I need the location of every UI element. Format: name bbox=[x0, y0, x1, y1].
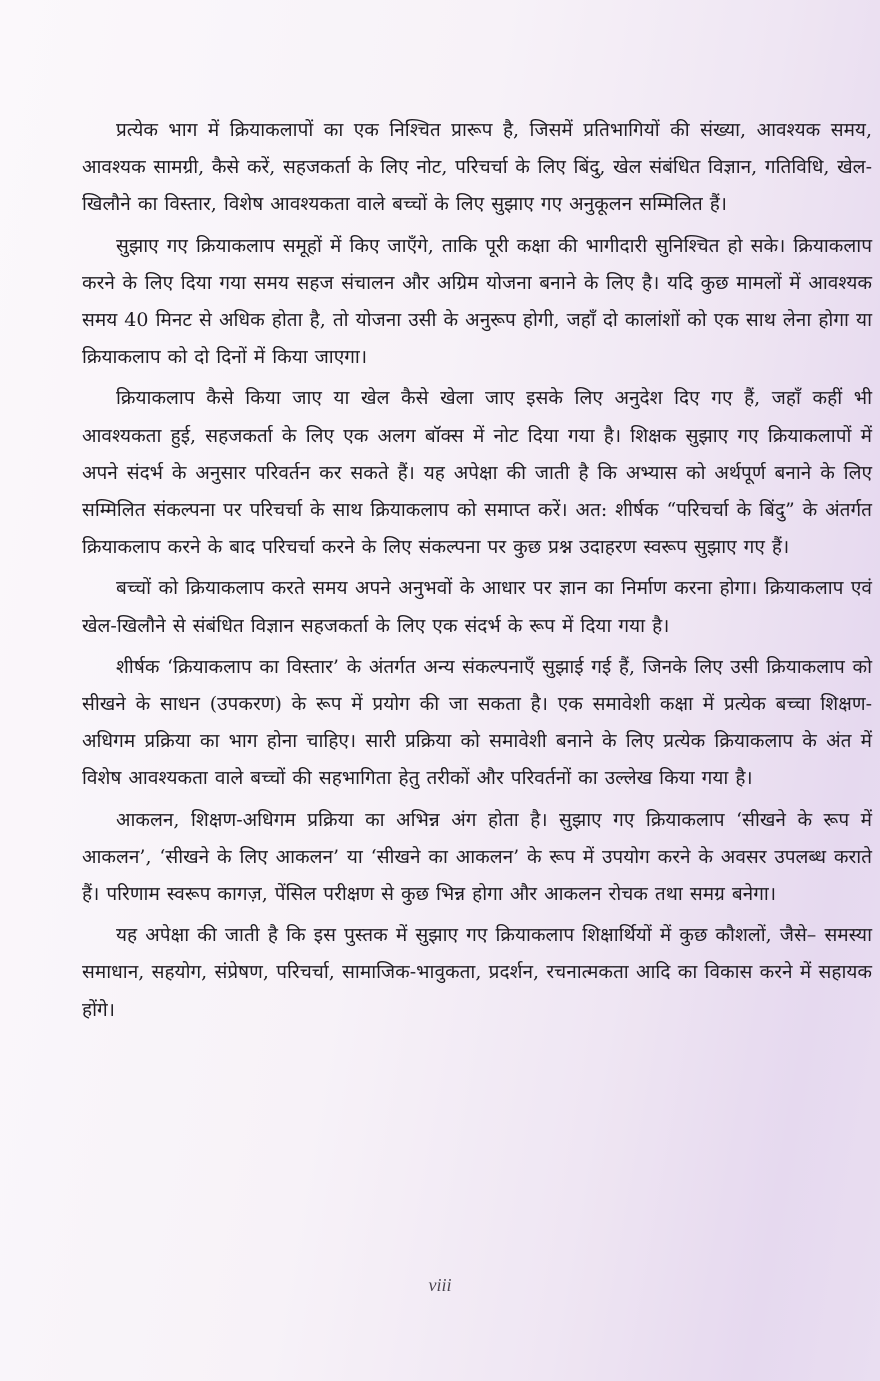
paragraph-knowledge-construction: बच्चों को क्रियाकलाप करते समय अपने अनुभवों के आधार पर ज्ञान का निर्माण करना होगा। क्रियाकलाप एवं खेल-खिलौने से संबंधित विज्ञान सहजकर्ता के लिए एक संदर्भ के रूप में दिया गया है। bbox=[82, 577, 872, 637]
paragraph-skills: यह अपेक्षा की जाती है कि इस पुस्तक में सुझाए गए क्रियाकलाप शिक्षार्थियों में कुछ कौशलों, जैसे– समस्या समाधान, सहयोग, संप्रेषण, परिचर्चा, सामाजिक-भावुकता, प्रदर्शन, रचनात्मकता आदि का विकास करने में सहायक होंगे। bbox=[82, 924, 872, 1021]
paragraph-activity-format: प्रत्येक भाग में क्रियाकलापों का एक निश्चित प्रारूप है, जिसमें प्रतिभागियों की संख्या, आवश्यक समय, आवश्यक सामग्री, कैसे करें, सहजकर्ता के लिए नोट, परिचर्चा के लिए बिंदु, खेल संबंधित विज्ञान, गतिविधि, खेल-खिलौने का विस्तार, विशेष आवश्यकता वाले बच्चों के लिए सुझाए गए अनुकूलन सम्मिलित हैं। bbox=[82, 119, 872, 216]
paragraph-activity-extension: शीर्षक ‘क्रियाकलाप का विस्तार’ के अंतर्गत अन्य संकल्पनाएँ सुझाई गई हैं, जिनके लिए उसी क्रियाकलाप को सीखने के साधन (उपकरण) के रूप में प्रयोग की जा सकता है। एक समावेशी कक्षा में प्रत्येक बच्चा शिक्षण-अधिगम प्रक्रिया का भाग होना चाहिए। सारी प्रक्रिया को समावेशी बनाने के लिए प्रत्येक क्रियाकलाप के अंत में विशेष आवश्यकता वाले बच्चों की सहभागिता हेतु तरीकों और परिवर्तनों का उल्लेख किया गया है। bbox=[82, 655, 872, 790]
paragraph-assessment: आकलन, शिक्षण-अधिगम प्रक्रिया का अभिन्न अंग होता है। सुझाए गए क्रियाकलाप ‘सीखने के रूप में आकलन’, ‘सीखने के लिए आकलन’ या ‘सीखने का आकलन’ के रूप में उपयोग करने के अवसर उपलब्ध कराते हैं। परिणाम स्वरूप कागज़, पेंसिल परीक्षण से कुछ भिन्न होगा और आकलन रोचक तथा समग्र बनेगा। bbox=[82, 808, 872, 906]
body-text bbox=[82, 112, 872, 1033]
page-number: viii bbox=[428, 1275, 452, 1295]
paragraph-instructions: क्रियाकलाप कैसे किया जाए या खेल कैसे खेला जाए इसके लिए अनुदेश दिए गए हैं, जहाँ कहीं भी आवश्यकता हुई, सहजकर्ता के लिए एक अलग बॉक्स में नोट दिया गया है। शिक्षक सुझाए गए क्रियाकलापों में अपने संदर्भ के अनुसार परिवर्तन कर सकते हैं। यह अपेक्षा की जाती है कि अभ्यास को अर्थपूर्ण बनाने के लिए सम्मिलित संकल्पना पर परिचर्चा के साथ क्रियाकलाप को समाप्त करें। अत: शीर्षक “परिचर्चा के बिंदु” के अंतर्गत क्रियाकलाप करने के बाद परिचर्चा करने के लिए संकल्पना पर कुछ प्रश्न उदाहरण स्वरूप सुझाए गए हैं। bbox=[82, 387, 872, 559]
paragraph-group-activities: सुझाए गए क्रियाकलाप समूहों में किए जाएँगे, ताकि पूरी कक्षा की भागीदारी सुनिश्चित हो सके। क्रियाकलाप करने के लिए दिया गया समय सहज संचालन और अग्रिम योजना बनाने के लिए है। यदि कुछ मामलों में आवश्यक समय 40 मिनट से अधिक होता है, तो योजना उसी के अनुरूप होगी, जहाँ दो कालांशों को एक साथ लेना होगा या क्रियाकलाप को दो दिनों में किया जाएगा। bbox=[82, 234, 872, 369]
